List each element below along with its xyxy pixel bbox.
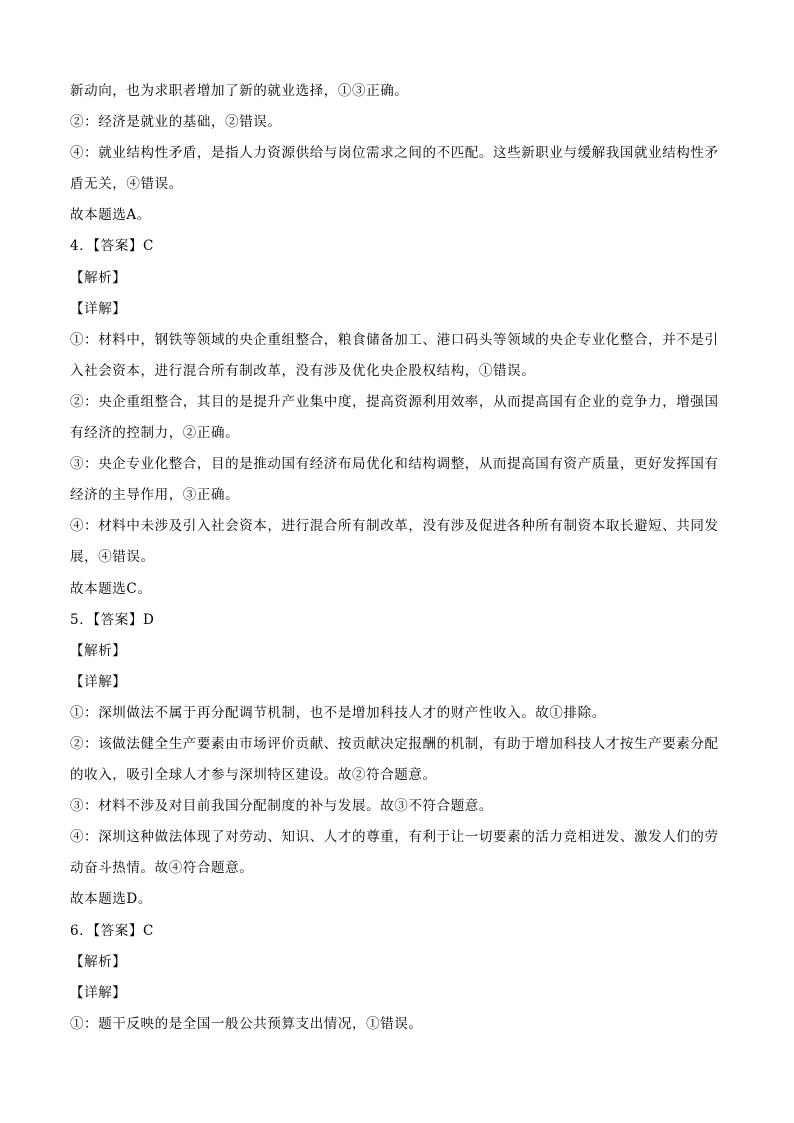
- text-line: 展，④错误。: [70, 549, 155, 566]
- text-line: 有经济的控制力，②正确。: [70, 425, 240, 442]
- text-line: 故本题选A。: [70, 207, 151, 224]
- text-line: 故本题选D。: [70, 891, 152, 908]
- detail-heading: 【详解】: [70, 300, 127, 317]
- text-line: ①：题干反映的是全国一般公共预算支出情况，①错误。: [70, 1015, 423, 1032]
- text-line: ③：央企专业化整合，目的是推动国有经济布局优化和结构调整，从而提高国有资产质量，更好发挥国有: [70, 456, 719, 473]
- text-line: 新动向，也为求职者增加了新的就业选择，①③正确。: [70, 83, 409, 99]
- analysis-heading: 【解析】: [70, 642, 127, 659]
- text-line: ②：央企重组整合，其目的是提升产业集中度，提高资源利用效率，从而提高国有企业的竞争力，增强国: [70, 393, 719, 410]
- detail-heading: 【详解】: [70, 673, 127, 690]
- analysis-heading: 【解析】: [70, 953, 127, 970]
- text-line: ④：就业结构性矛盾，是指人力资源供给与岗位需求之间的不匹配。这些新职业与缓解我国就业结构性矛: [70, 145, 719, 162]
- text-line: ④：材料中未涉及引入社会资本，进行混合所有制改革，没有涉及促进各种所有制资本取长避短、共同发: [70, 518, 719, 535]
- text-line: 的收入，吸引全球人才参与深圳特区建设。故②符合题意。: [70, 767, 437, 784]
- text-line: 动奋斗热情。故④符合题意。: [70, 860, 254, 877]
- answer-heading: 5．【答案】D: [70, 611, 155, 628]
- answer-heading: 6．【答案】C: [70, 922, 154, 939]
- detail-heading: 【详解】: [70, 984, 127, 1001]
- text-line: ②：该做法健全生产要素由市场评价贡献、按贡献决定报酬的机制，有助于增加科技人才按生产要素分配: [70, 735, 719, 752]
- text-line: ①：材料中，钢铁等领域的央企重组整合，粮食储备加工、港口码头等领域的央企专业化整合，并不是引: [70, 331, 719, 348]
- analysis-heading: 【解析】: [70, 269, 127, 286]
- text-line: ①：深圳做法不属于再分配调节机制，也不是增加科技人才的财产性收入。故①排除。: [70, 704, 606, 721]
- text-line: ③：材料不涉及对目前我国分配制度的补与发展。故③不符合题意。: [70, 798, 493, 815]
- answer-heading: 4．【答案】C: [70, 238, 154, 255]
- text-line: 经济的主导作用，③正确。: [70, 487, 240, 504]
- text-line: 盾无关，④错误。: [70, 176, 183, 193]
- text-line: 故本题选C。: [70, 580, 152, 597]
- text-line: ④：深圳这种做法体现了对劳动、知识、人才的尊重，有利于让一切要素的活力竞相迸发、激发人们的劳: [70, 829, 719, 846]
- document-page: [70, 76, 726, 1040]
- text-line: 入社会资本，进行混合所有制改革，没有涉及优化央企股权结构，①错误。: [70, 362, 536, 379]
- text-line: ②：经济是就业的基础，②错误。: [70, 114, 282, 131]
